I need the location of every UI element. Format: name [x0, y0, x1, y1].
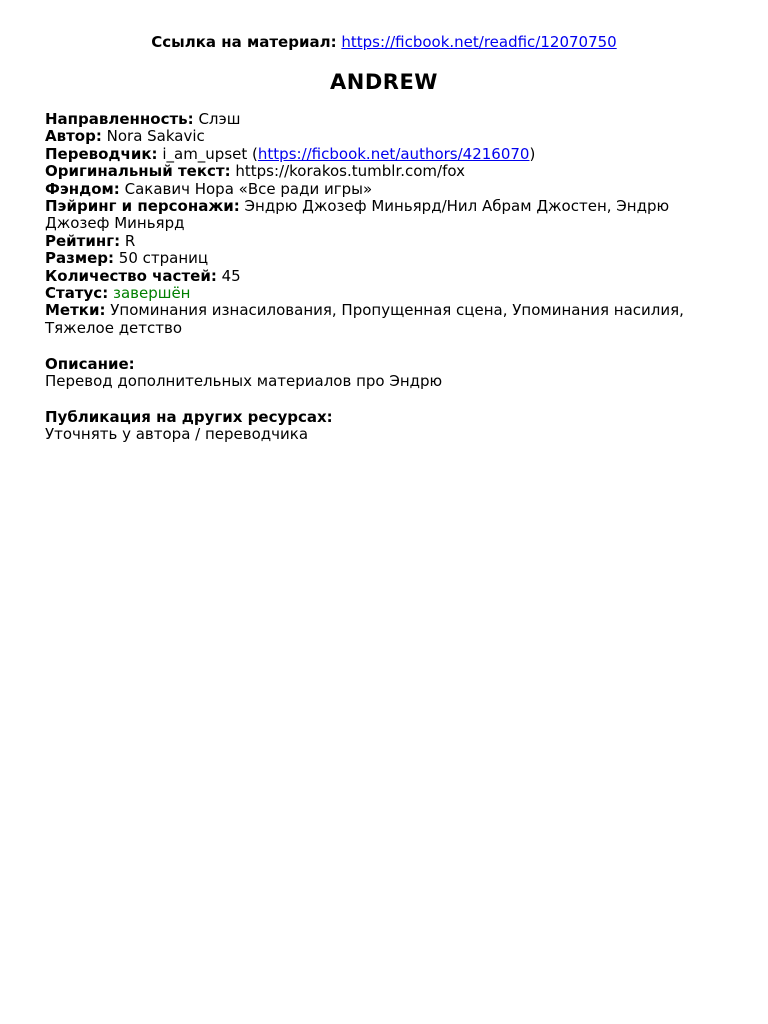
meta-parts [45, 268, 715, 285]
meta-pairing-label: Пэйринг и персонажи: [45, 197, 240, 216]
meta-original-label: Оригинальный текст: [45, 162, 231, 181]
description-section [45, 356, 715, 391]
translator-profile-link[interactable]: https://ficbook.net/authors/4216070 [257, 144, 530, 163]
meta-tags-value: Упоминания изнасилования, Пропущенная сцена, Упоминания насилия, Тяжелое детство [45, 301, 684, 337]
meta-original [45, 163, 715, 180]
meta-translator [45, 146, 715, 163]
meta-rating-label: Рейтинг: [45, 231, 121, 250]
source-url-link[interactable]: https://ficbook.net/readfic/12070750 [341, 33, 617, 51]
meta-size [45, 250, 715, 267]
meta-parts-label: Количество частей: [45, 266, 217, 285]
meta-author-value: Nora Sakavic [106, 127, 205, 146]
meta-tags-label: Метки: [45, 301, 106, 320]
meta-fandom-value: Сакавич Нора «Все ради игры» [124, 179, 373, 198]
meta-fandom [45, 181, 715, 198]
work-title: ANDREW [330, 70, 438, 94]
meta-parts-value: 45 [221, 266, 241, 285]
meta-translator-close-paren: ) [529, 144, 536, 163]
description-label: Описание: [45, 355, 135, 373]
source-link-line [0, 33, 768, 51]
meta-original-value: https://korakos.tumblr.com/fox [235, 162, 465, 181]
meta-pairing-value: Эндрю Джозеф Миньярд/Нил Абрам Джостен, Эндрю Джозеф Миньярд [45, 197, 670, 233]
meta-status-label: Статус: [45, 284, 109, 303]
meta-direction-value: Слэш [198, 110, 241, 128]
meta-rating [45, 233, 715, 250]
meta-translator-label: Переводчик: [45, 144, 158, 163]
metadata-block [45, 111, 715, 337]
meta-status [45, 285, 715, 302]
meta-direction-label: Направленность: [45, 110, 194, 128]
meta-fandom-label: Фэндом: [45, 179, 120, 198]
publication-label: Публикация на других ресурсах: [45, 408, 333, 426]
publication-text: Уточнять у автора / переводчика [45, 425, 309, 444]
meta-author-label: Автор: [45, 127, 102, 146]
meta-status-value: завершён [112, 284, 191, 303]
description-text: Перевод дополнительных материалов про Эндрю [45, 372, 443, 391]
meta-tags [45, 302, 715, 337]
meta-size-label: Размер: [45, 249, 115, 268]
publication-section [45, 409, 715, 444]
meta-translator-value: i_am_upset [162, 144, 248, 163]
meta-direction [45, 111, 715, 128]
meta-pairing [45, 198, 715, 233]
meta-size-value: 50 страниц [118, 249, 209, 268]
source-label: Ссылка на материал: [151, 33, 337, 51]
meta-author [45, 128, 715, 145]
meta-translator-open-paren: ( [252, 144, 258, 163]
meta-rating-value: R [124, 231, 136, 250]
